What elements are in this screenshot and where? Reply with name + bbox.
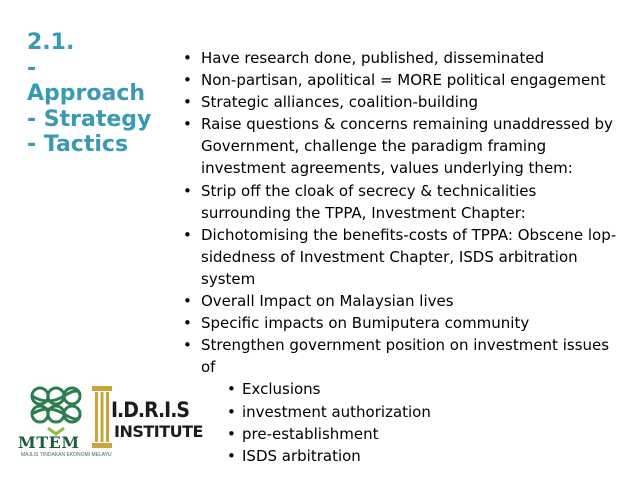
bullet-item-text: Strengthen government position on investment issues of [201,336,610,377]
heading-strategy: - Strategy [27,106,152,132]
bullet-list [183,47,623,467]
bullet-item: • Have research done, published, disseminated [183,47,623,69]
logo-area [12,382,203,464]
heading-tactics: - Tactics [27,132,129,157]
mtem-logo-subtitle: MAJLIS TINDAKAN EKONOMI MELAYU [21,452,112,458]
mtem-knot-logo-icon [20,382,90,437]
bullet-item: • Dichotomising the benefits-costs of TPPA: Obscene lop-sidedness of Investment Chapter, ISDS arbitration system [183,224,623,290]
sub-bullet-list [201,378,623,466]
bullet-item: • Non-partisan, apolitical = MORE political engagement [183,69,623,91]
bullet-item-with-subitems [183,334,623,467]
heading-approach: Approach [27,81,146,106]
bullet-item: • Strip off the cloak of secrecy & technicalities surrounding the TPPA, Investment Chapter: [183,180,623,224]
mtem-logo-text: MTEM [18,433,80,452]
sub-bullet-item: • Exclusions [227,378,623,400]
sub-bullet-item: • ISDS arbitration [227,445,623,467]
idris-logo-subtitle: INSTITUTE [114,422,203,441]
sub-bullet-item: • pre-establishment [227,423,623,445]
heading-dash: - [27,55,37,81]
bullet-item: • Raise questions & concerns remaining unaddressed by Government, challenge the paradigm framing investment agreements, values underlying them: [183,113,623,179]
heading-section-number: 2.1. [27,30,75,55]
bullet-item: • Specific impacts on Bumiputera community [183,312,623,334]
slide-heading [27,30,167,158]
idris-pillar-logo-icon [92,386,112,448]
sub-bullet-item: • investment authorization [227,401,623,423]
bullet-item: • Overall Impact on Malaysian lives [183,290,623,312]
bullet-item: • Strategic alliances, coalition-building [183,91,623,113]
idris-logo-title: I.D.R.I.S [111,398,189,422]
